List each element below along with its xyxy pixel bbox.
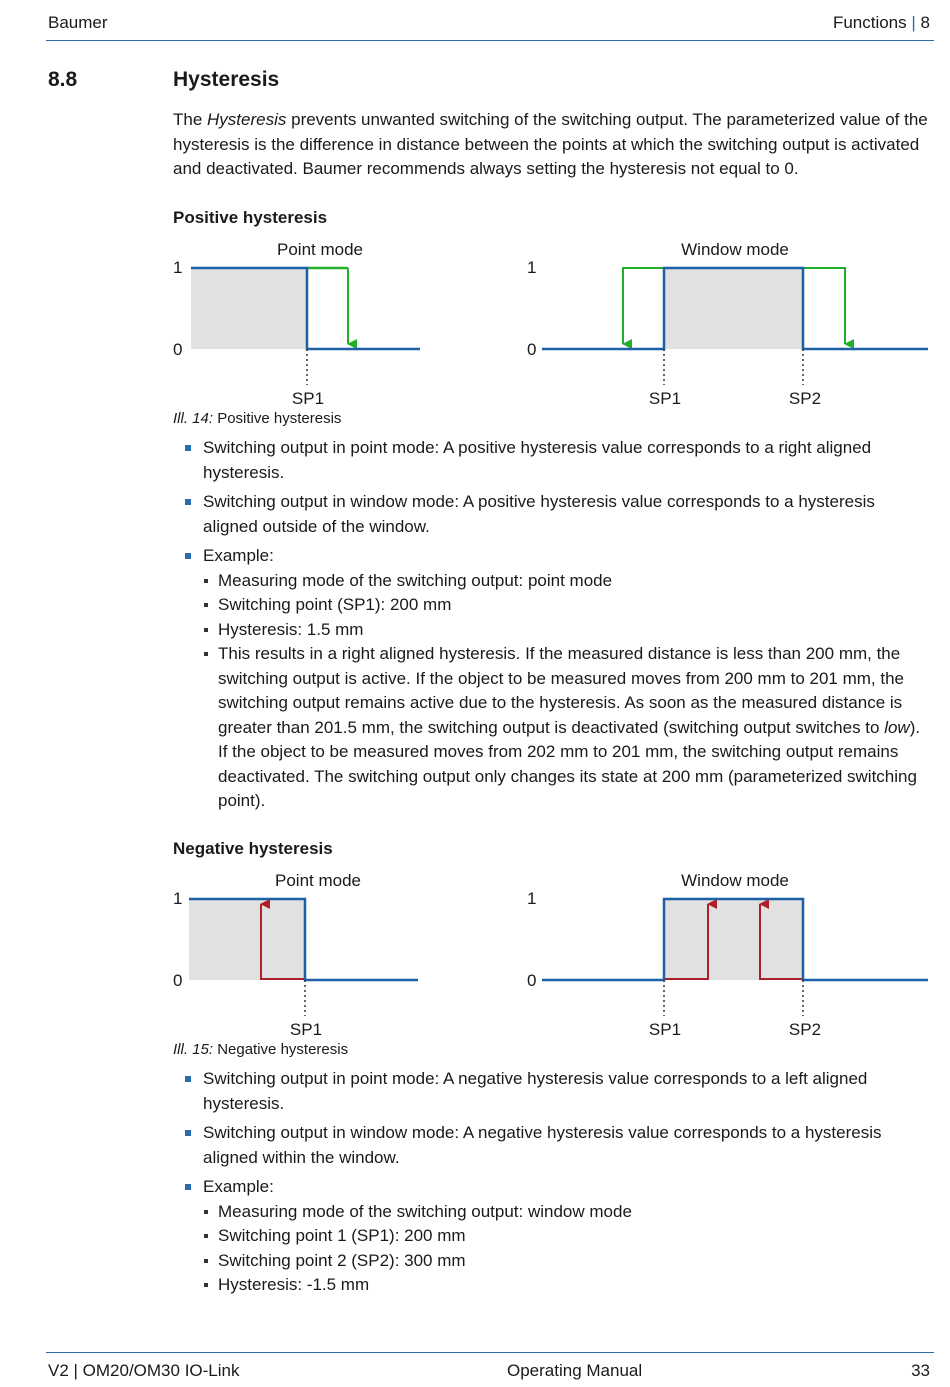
list-item-text: Switching output in point mode: A positive hysteresis value corresponds to a right aligned hysteresis.	[203, 438, 872, 482]
level-low-label: 0	[527, 971, 537, 990]
header-brand: Baumer	[48, 13, 108, 32]
level-low-label: 0	[527, 340, 537, 359]
figure-caption-15	[173, 1041, 348, 1058]
example-item-text: Switching point 1 (SP1): 200 mm	[218, 1226, 466, 1245]
example-list	[203, 1200, 933, 1298]
caption-text: Positive hysteresis	[213, 410, 342, 427]
list-item-text: Example:	[203, 546, 274, 565]
sp2-label: SP2	[788, 1020, 822, 1039]
list-item	[173, 1067, 933, 1116]
window-mode-label: Window mode	[681, 871, 789, 890]
footer-document-type: Operating Manual	[507, 1361, 643, 1380]
header-section-title: Functions	[832, 13, 907, 32]
point-mode-label: Point mode	[275, 871, 361, 890]
positive-hysteresis-list	[173, 436, 933, 819]
example-item-text: Measuring mode of the switching output: window mode	[218, 1201, 632, 1221]
negative-hysteresis-heading: Negative hysteresis	[173, 839, 333, 858]
sub-bullet-icon	[204, 1283, 208, 1287]
example-item	[203, 1249, 933, 1274]
list-item-text: Switching output in window mode: A positive hysteresis value corresponds to a hysteresis aligned outside of the window.	[203, 492, 875, 536]
sub-bullet-icon	[204, 579, 208, 583]
bullet-icon	[185, 445, 191, 451]
positive-hysteresis-heading: Positive hysteresis	[173, 208, 328, 227]
result-text-end: ). If the object to be measured moves from 202 mm to 201 mm, the switching output remains deactivated. The switching output only changes its state at 200 mm (parameterized switching point).	[218, 717, 921, 810]
window-region	[664, 268, 803, 349]
sub-bullet-icon	[204, 652, 208, 656]
list-item-text: Switching output in window mode: A negative hysteresis value corresponds to a hysteresis aligned within the window.	[203, 1123, 882, 1167]
sp1-label: SP1	[291, 389, 325, 408]
intro-paragraph	[173, 108, 933, 182]
hysteresis-arrow-right	[803, 268, 845, 344]
example-list	[203, 569, 933, 814]
intro-text-rest: prevents unwanted switching of the switching output. The parameterized value of the hysteresis is the difference in distance between the points at which the switching output is activated and deactivated. Baumer recommends always setting the hysteresis not equal to 0.	[173, 110, 928, 178]
list-item	[173, 436, 933, 485]
list-item	[173, 1175, 933, 1298]
level-high-label: 1	[173, 889, 183, 908]
example-item-text: Switching point (SP1): 200 mm	[218, 595, 452, 614]
example-item-text: Measuring mode of the switching output: point mode	[218, 570, 613, 590]
sp2-label: SP2	[788, 389, 822, 408]
list-item	[173, 1121, 933, 1170]
bullet-icon	[185, 499, 191, 505]
sp1-label: SP1	[648, 1020, 682, 1039]
example-item	[203, 642, 933, 814]
hysteresis-arrow-left	[623, 268, 664, 344]
intro-term: Hysteresis	[207, 110, 287, 129]
footer-document-id: V2 | OM20/OM30 IO-Link	[48, 1361, 240, 1380]
active-region	[189, 899, 305, 980]
caption-prefix: Ill. 15:	[173, 1041, 214, 1058]
bullet-icon	[185, 1076, 191, 1082]
figure-caption-14	[173, 410, 341, 427]
level-high-label: 1	[527, 889, 537, 908]
sub-bullet-icon	[204, 628, 208, 632]
footer-divider	[46, 1352, 934, 1353]
level-high-label: 1	[527, 258, 537, 277]
sp1-label: SP1	[289, 1020, 323, 1039]
window-mode-label: Window mode	[681, 240, 789, 259]
positive-hysteresis-diagram	[160, 235, 940, 410]
negative-hysteresis-diagram	[160, 866, 940, 1041]
bullet-icon	[185, 553, 191, 559]
caption-prefix: Ill. 14:	[173, 410, 214, 427]
sub-bullet-icon	[204, 1210, 208, 1214]
list-item-text: Switching output in point mode: A negative hysteresis value corresponds to a left aligned hysteresis.	[203, 1069, 868, 1113]
result-text-start: This results in a right aligned hysteresis. If the measured distance is less than 200 mm, the switching output is active. If the object to be measured moves from 200 mm to 201 mm, the switching output remains active due to the hysteresis. As soon as the measured distance is greater than 201.5 mm, the switching output is deactivated (switching output switches to	[218, 644, 904, 737]
bullet-icon	[185, 1130, 191, 1136]
example-item-text: Hysteresis: -1.5 mm	[218, 1275, 370, 1294]
header-section	[833, 13, 930, 33]
caption-text: Negative hysteresis	[213, 1041, 349, 1058]
example-item	[203, 593, 933, 618]
sub-bullet-icon	[204, 1259, 208, 1263]
example-item	[203, 1200, 933, 1225]
list-item-text: Example:	[203, 1177, 274, 1196]
active-region	[191, 268, 307, 349]
section-number: 8.8	[48, 68, 78, 91]
header-chapter-number: 8	[920, 13, 930, 32]
negative-hysteresis-list	[173, 1067, 933, 1303]
bullet-icon	[185, 1184, 191, 1190]
example-item-text: Hysteresis: 1.5 mm	[218, 619, 364, 639]
page-number: 33	[911, 1361, 930, 1380]
sub-bullet-icon	[204, 603, 208, 607]
window-region	[664, 899, 803, 980]
level-low-label: 0	[173, 340, 183, 359]
level-high-label: 1	[173, 258, 183, 277]
example-item	[203, 1273, 933, 1298]
example-item-text: Switching point 2 (SP2): 300 mm	[218, 1250, 466, 1270]
list-item	[173, 490, 933, 539]
level-low-label: 0	[173, 971, 183, 990]
section-title: Hysteresis	[173, 68, 280, 91]
result-italic-term: low	[884, 717, 910, 737]
header-separator: |	[911, 13, 916, 32]
intro-text-start: The	[173, 110, 208, 129]
point-mode-label: Point mode	[277, 240, 363, 259]
list-item	[173, 544, 933, 814]
header-divider	[46, 40, 934, 41]
example-item	[203, 569, 933, 594]
sp1-label: SP1	[648, 389, 682, 408]
example-item	[203, 1224, 933, 1249]
sub-bullet-icon	[204, 1234, 208, 1238]
example-item	[203, 618, 933, 643]
